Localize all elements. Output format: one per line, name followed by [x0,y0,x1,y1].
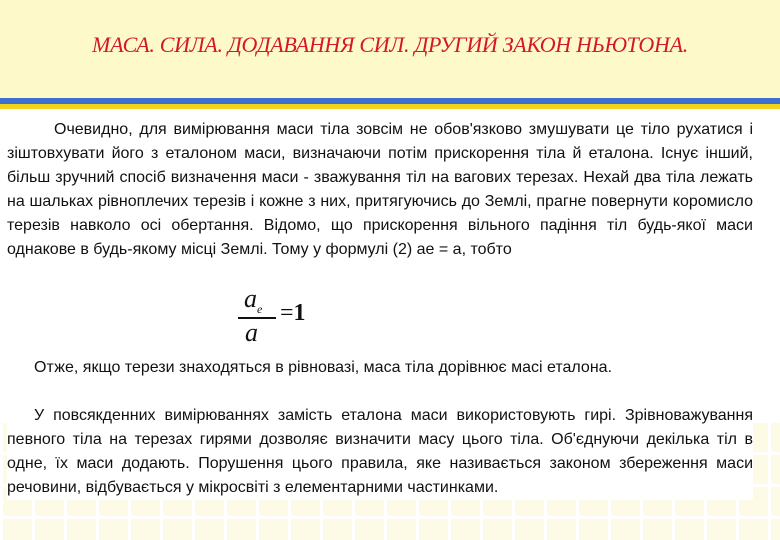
formula-numerator: $a_e$ [244,284,263,317]
page-title: МАСА. СИЛА. ДОДАВАННЯ СИЛ. ДРУГИЙ ЗАКОН НЬЮТОНА. [92,32,688,57]
paragraph-weighing: Очевидно, для вимірювання маси тіла зовсім не обов'язково змушувати це тіло рухатися і зіштовхувати його з еталоном маси, визначаючи потім прискорення тіла й еталона. Існує інший, більш зручний спосіб визначення маси - зважування тіл на вагових терезах. Нехай два тіла лежать на шальках рівноплечих терезів і кожне з них, притягуючись до Землі, прагне повернути коромисло терезів навколо осі обертання. Відомо, що прискорення вільного падіння тіл будь-якої маси однакове в будь-якому місці Землі. Тому у формулі (2) ае = а, тобто [7,121,753,258]
title-underline-yellow [0,104,780,109]
paragraph-balance: Отже, якщо терези знаходяться в рівновазі, маса тіла дорівнює масі еталона. [34,359,613,376]
formula-value: 1 [293,300,306,326]
formula-denominator: a [245,318,258,347]
formula-right-side: =1 [280,300,306,326]
formula-subscript: e [257,302,263,317]
ratio-formula [232,284,332,354]
paragraph-weights: У повсякденних вимірюваннях замість еталона маси використовують гирі. Зрівноважування певного тіла на терезах гирями дозволяє визначити масу цього тіла. Об'єднуючи декілька тіл в одне, їх маси додають. Порушення цього правила, яке називається законом збереження маси речовини, відбувається у мікросвіті з елементарними частинками. [7,404,753,500]
